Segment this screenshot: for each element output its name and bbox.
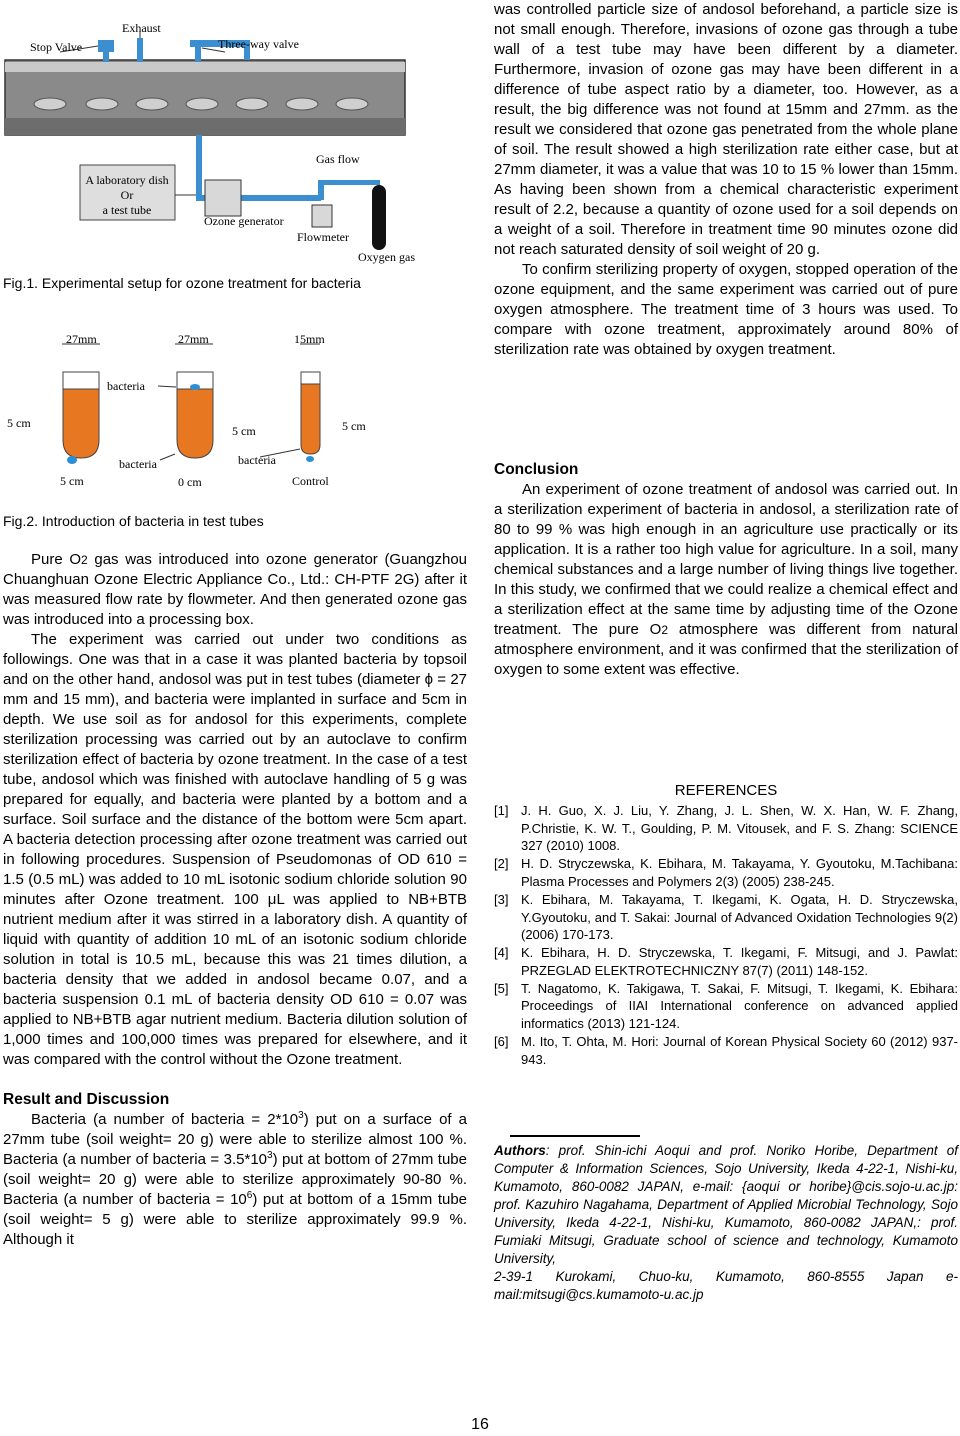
- reference-number: [2]: [494, 856, 509, 872]
- text: ) put on a surface of a 27mm tube (soil weight= 20 g) were able to sterilize almost 100 %. Bacteria (a number of bacteria = 3.5*10: [3, 1111, 467, 1168]
- text: Pure O: [31, 551, 82, 568]
- references-section: [494, 782, 958, 1069]
- fig2-label-27mm-b: 27mm: [178, 332, 209, 346]
- paragraph-setup: [3, 550, 467, 630]
- right-column-top: [494, 0, 958, 360]
- left-column: [3, 550, 467, 1250]
- references-list: [494, 802, 958, 1068]
- fig2-label-bacteria-b2: bacteria: [238, 453, 276, 467]
- authors-rule: [510, 1135, 640, 1137]
- fig1-label-dish-1: A laboratory dish: [85, 173, 169, 187]
- reference-number: [5]: [494, 980, 509, 996]
- superscript: 3: [298, 1110, 304, 1121]
- conclusion-heading: Conclusion: [494, 461, 579, 478]
- fig2-label-27mm-a: 27mm: [66, 332, 97, 346]
- reference-text: J. H. Guo, X. J. Liu, Y. Zhang, J. L. Shen, W. X. Han, W. F. Zhang, P.Christie, K. W. T., Goulding, P. M. Vitousek, and F. S. Zhang: SCIENCE 327 (2010) 1008.: [521, 803, 958, 854]
- result-heading: Result and Discussion: [3, 1091, 170, 1108]
- paragraph-result: [3, 1110, 467, 1250]
- text: An experiment of ozone treatment of andosol was carried out. In a sterilization experiment of bacteria in andosol, a sterilization rate of 80 to 99 % was high enough in an agriculture use practically or its application. It is a rather too high value for agriculture. In a soil, many chemical substances and a large number of living things live together. In this study, we confirmed that we could realize a chemical effect and a sterilization effect at the same time by adjusting time of the Ozone treatment. The pure O: [494, 481, 958, 638]
- fig1-label-flowmeter: Flowmeter: [297, 230, 349, 244]
- reference-number: [1]: [494, 803, 509, 818]
- reference-number: [6]: [494, 1034, 509, 1050]
- paragraph-oxygen: To confirm sterilizing property of oxygen, stopped operation of the ozone equipment, and the same experiment was carried out of pure oxygen atmosphere. The treatment time of 3 hours was used. To compare with ozone treatment, approximately around 80% of sterilization rate was obtained by oxygen treatment.: [494, 261, 958, 358]
- fig1-label-exhaust: Exhaust: [122, 21, 161, 35]
- superscript: 6: [246, 1190, 253, 1201]
- reference-item: [494, 855, 958, 890]
- fig2-label-0cm: 0 cm: [178, 475, 202, 489]
- text: Bacteria (a number of bacteria = 2*10: [31, 1111, 299, 1128]
- fig2-label-control: Control: [292, 474, 329, 488]
- reference-text: M. Ito, T. Ohta, M. Hori: Journal of Korean Physical Society 60 (2012) 937-943.: [521, 1034, 958, 1067]
- fig2-label-bacteria-top: bacteria: [107, 379, 145, 393]
- reference-number: [3]: [494, 891, 509, 907]
- conclusion-section: [494, 460, 958, 680]
- fig2-caption: Fig.2. Introduction of bacteria in test tubes: [3, 513, 264, 529]
- reference-item: [494, 980, 958, 1033]
- reference-number: [4]: [494, 945, 509, 961]
- text: gas was introduced into ozone generator (Guangzhou Chuanghuan Ozone Electric Appliance Co., Ltd.: CH-PTF 2G) after it was measured flow rate by flowmeter. And then generated ozone gas was introduced into a processing box.: [3, 551, 467, 628]
- fig2-label-5cm-left: 5 cm: [7, 416, 31, 430]
- reference-text: K. Ebihara, H. D. Stryczewska, T. Ikegami, F. Mitsugi, and J. Pawlat: PRZEGLAD ELEKTROTECHNICZNY 87(7) (2011) 148-152.: [521, 945, 958, 978]
- fig2-label-bacteria-b1: bacteria: [119, 457, 157, 471]
- fig1-label-dish-3: a test tube: [102, 203, 152, 217]
- reference-text: K. Ebihara, M. Takayama, T. Ikegami, K. Ogata, H. D. Stryczewska, Y.Gyoutoku, and T. Sakai: Journal of Advanced Oxidation Technologies 9(2) (2006) 170-173.: [521, 891, 958, 943]
- text: ) put at bottom of a 15mm tube (soil weight= 5 g) were able to sterilize approximately 99.9 %. Although it: [3, 1191, 468, 1248]
- fig2-label-5cm-mid: 5 cm: [232, 424, 256, 438]
- fig1-label-oxygen: Oxygen gas: [358, 250, 415, 264]
- text: atmosphere was different from natural atmosphere environment, and it was confirmed that the sterilization of oxygen to some extent was effective.: [494, 621, 958, 678]
- fig1-label-dish: [82, 173, 172, 218]
- authors-address: 2-39-1 Kurokami, Chuo-ku, Kumamoto, 860-8555 Japan e-mail:mitsugi@cs.kumamoto-u.ac.jp: [494, 1269, 958, 1302]
- superscript: 3: [267, 1150, 273, 1161]
- fig1-label-ozone-generator: Ozone generator: [204, 214, 284, 228]
- fig2-label-15mm: 15mm: [294, 332, 325, 346]
- paragraph-conclusion: [494, 480, 958, 680]
- reference-item: [494, 1033, 958, 1068]
- fig2-label-5cm-bottom: 5 cm: [60, 474, 84, 488]
- subscript: 2: [81, 553, 88, 567]
- fig1-label-stop-valve: Stop Valve: [30, 40, 83, 54]
- subscript: 2: [661, 623, 669, 637]
- authors-text: : prof. Shin-ichi Aoqui and prof. Noriko Horibe, Department of Computer & Information Sciences, Sojo University, Ikeda 4-22-1, Nishi-ku, Kumamoto, 860-0082 JAPAN, e-mail: {aoqui or horibe}@cis.sojo-u.ac.jp: prof. Kazuhiro Nagahama, Department of Applied Microbial Technology, Sojo University, Ikeda 4-22-1, Nishi-ku, Kumamoto, 860-0082 JAPAN,: prof. Fumiaki Mitsugi, Graduate school of science and technology, Kumamoto University,: [494, 1143, 958, 1266]
- fig2-label-5cm-right: 5 cm: [342, 419, 366, 433]
- text: ) put at bottom of 27mm tube (soil weight= 20 g) were able to sterilize approximately 90-80 %. Bacteria (a number of bacteria = 10: [3, 1151, 467, 1208]
- paragraph-continued: was controlled particle size of andosol beforehand, a particle size is not small enough. Therefore, invasions of ozone gas through a tube wall of a test tube may have been different by a diameter. Furthermore, invasion of ozone gas may have been different in a difference of tube aspect ratio by a diameter, too. However, as a result, the big difference was not found at 15mm and 27mm. as the result we considered that ozone gas penetrated from the whole plane of soil. The result showed a high sterilization rate either case, but at 27mm diameter, it was a value that was 10 to 15 % lower than 15mm. As having been shown from a chemical characteristic experiment result of 2.2, because a quantity of ozone used for a soil depends on a weight of a soil. Therefore in treatment time 90 minutes ozone did not reach saturated density of soil weight of 20 g.: [494, 1, 958, 258]
- fig1-label-three-way: Three-way valve: [218, 37, 299, 51]
- reference-item: [494, 891, 958, 944]
- fig1-label-gas-flow: Gas flow: [316, 152, 360, 166]
- paragraph-experiment: The experiment was carried out under two conditions as followings. One was that in a case it was planted bacteria by topsoil and on the other hand, andosol was put in test tubes (diameter ϕ = 27 mm and 15 mm), and bacteria were implanted in surface and 5cm in depth. We use soil as for andosol for this experiments, complete sterilization processing was carried out by an autoclave to confirm sterilization effect of bacteria by ozone treatment. In the case of a test tube, andosol which was finished with autoclave handling of 5 g was prepared for equally, and bacteria were planted by a bottom and a surface. Soil surface and the distance of the bottom were 5cm apart. A bacteria detection processing after ozone treatment was carried out in following procedures. Suspension of Pseudomonas of OD 610 = 1.5 (0.5 mL) was added to 10 mL isotonic sodium chloride solution 90 minutes after Ozone treatment. 100 μL was applied to NB+BTB nutrient medium after it was stirred in a laboratory dish. A quantity of liquid with quantity of addition 10 mL of an isotonic sodium chloride solution in total is 10.5 mL, because this was 21 times dilution, a bacteria density that we added in andosol became 0.07, and a bacteria suspension 0.1 mL of bacteria density OD 610 = 0.07 was applied to NB+BTB agar nutrient medium. Bacteria dilution solution of 1,000 times and 100,000 times was prepared for elsewhere, and it was compared with the control without the Ozone treatment.: [3, 631, 467, 1068]
- reference-text: T. Nagatomo, K. Takigawa, T. Sakai, F. Mitsugi, T. Ikegami, K. Ebihara: Proceedings of IIAI International conference on advanced applied informatics (2013) 121-124.: [521, 980, 958, 1032]
- reference-item: [494, 944, 958, 979]
- authors-label: Authors: [494, 1143, 546, 1158]
- page-number: 16: [471, 1416, 489, 1433]
- reference-text: H. D. Stryczewska, K. Ebihara, M. Takayama, Y. Gyoutoku, M.Tachibana: Plasma Processes and Polymers 2(3) (2005) 238-245.: [521, 856, 958, 889]
- authors-block: [494, 1142, 958, 1304]
- reference-item: [494, 802, 958, 855]
- fig1-caption: Fig.1. Experimental setup for ozone treatment for bacteria: [3, 275, 361, 291]
- fig1-label-dish-2: Or: [120, 188, 134, 202]
- references-heading: REFERENCES: [674, 782, 778, 799]
